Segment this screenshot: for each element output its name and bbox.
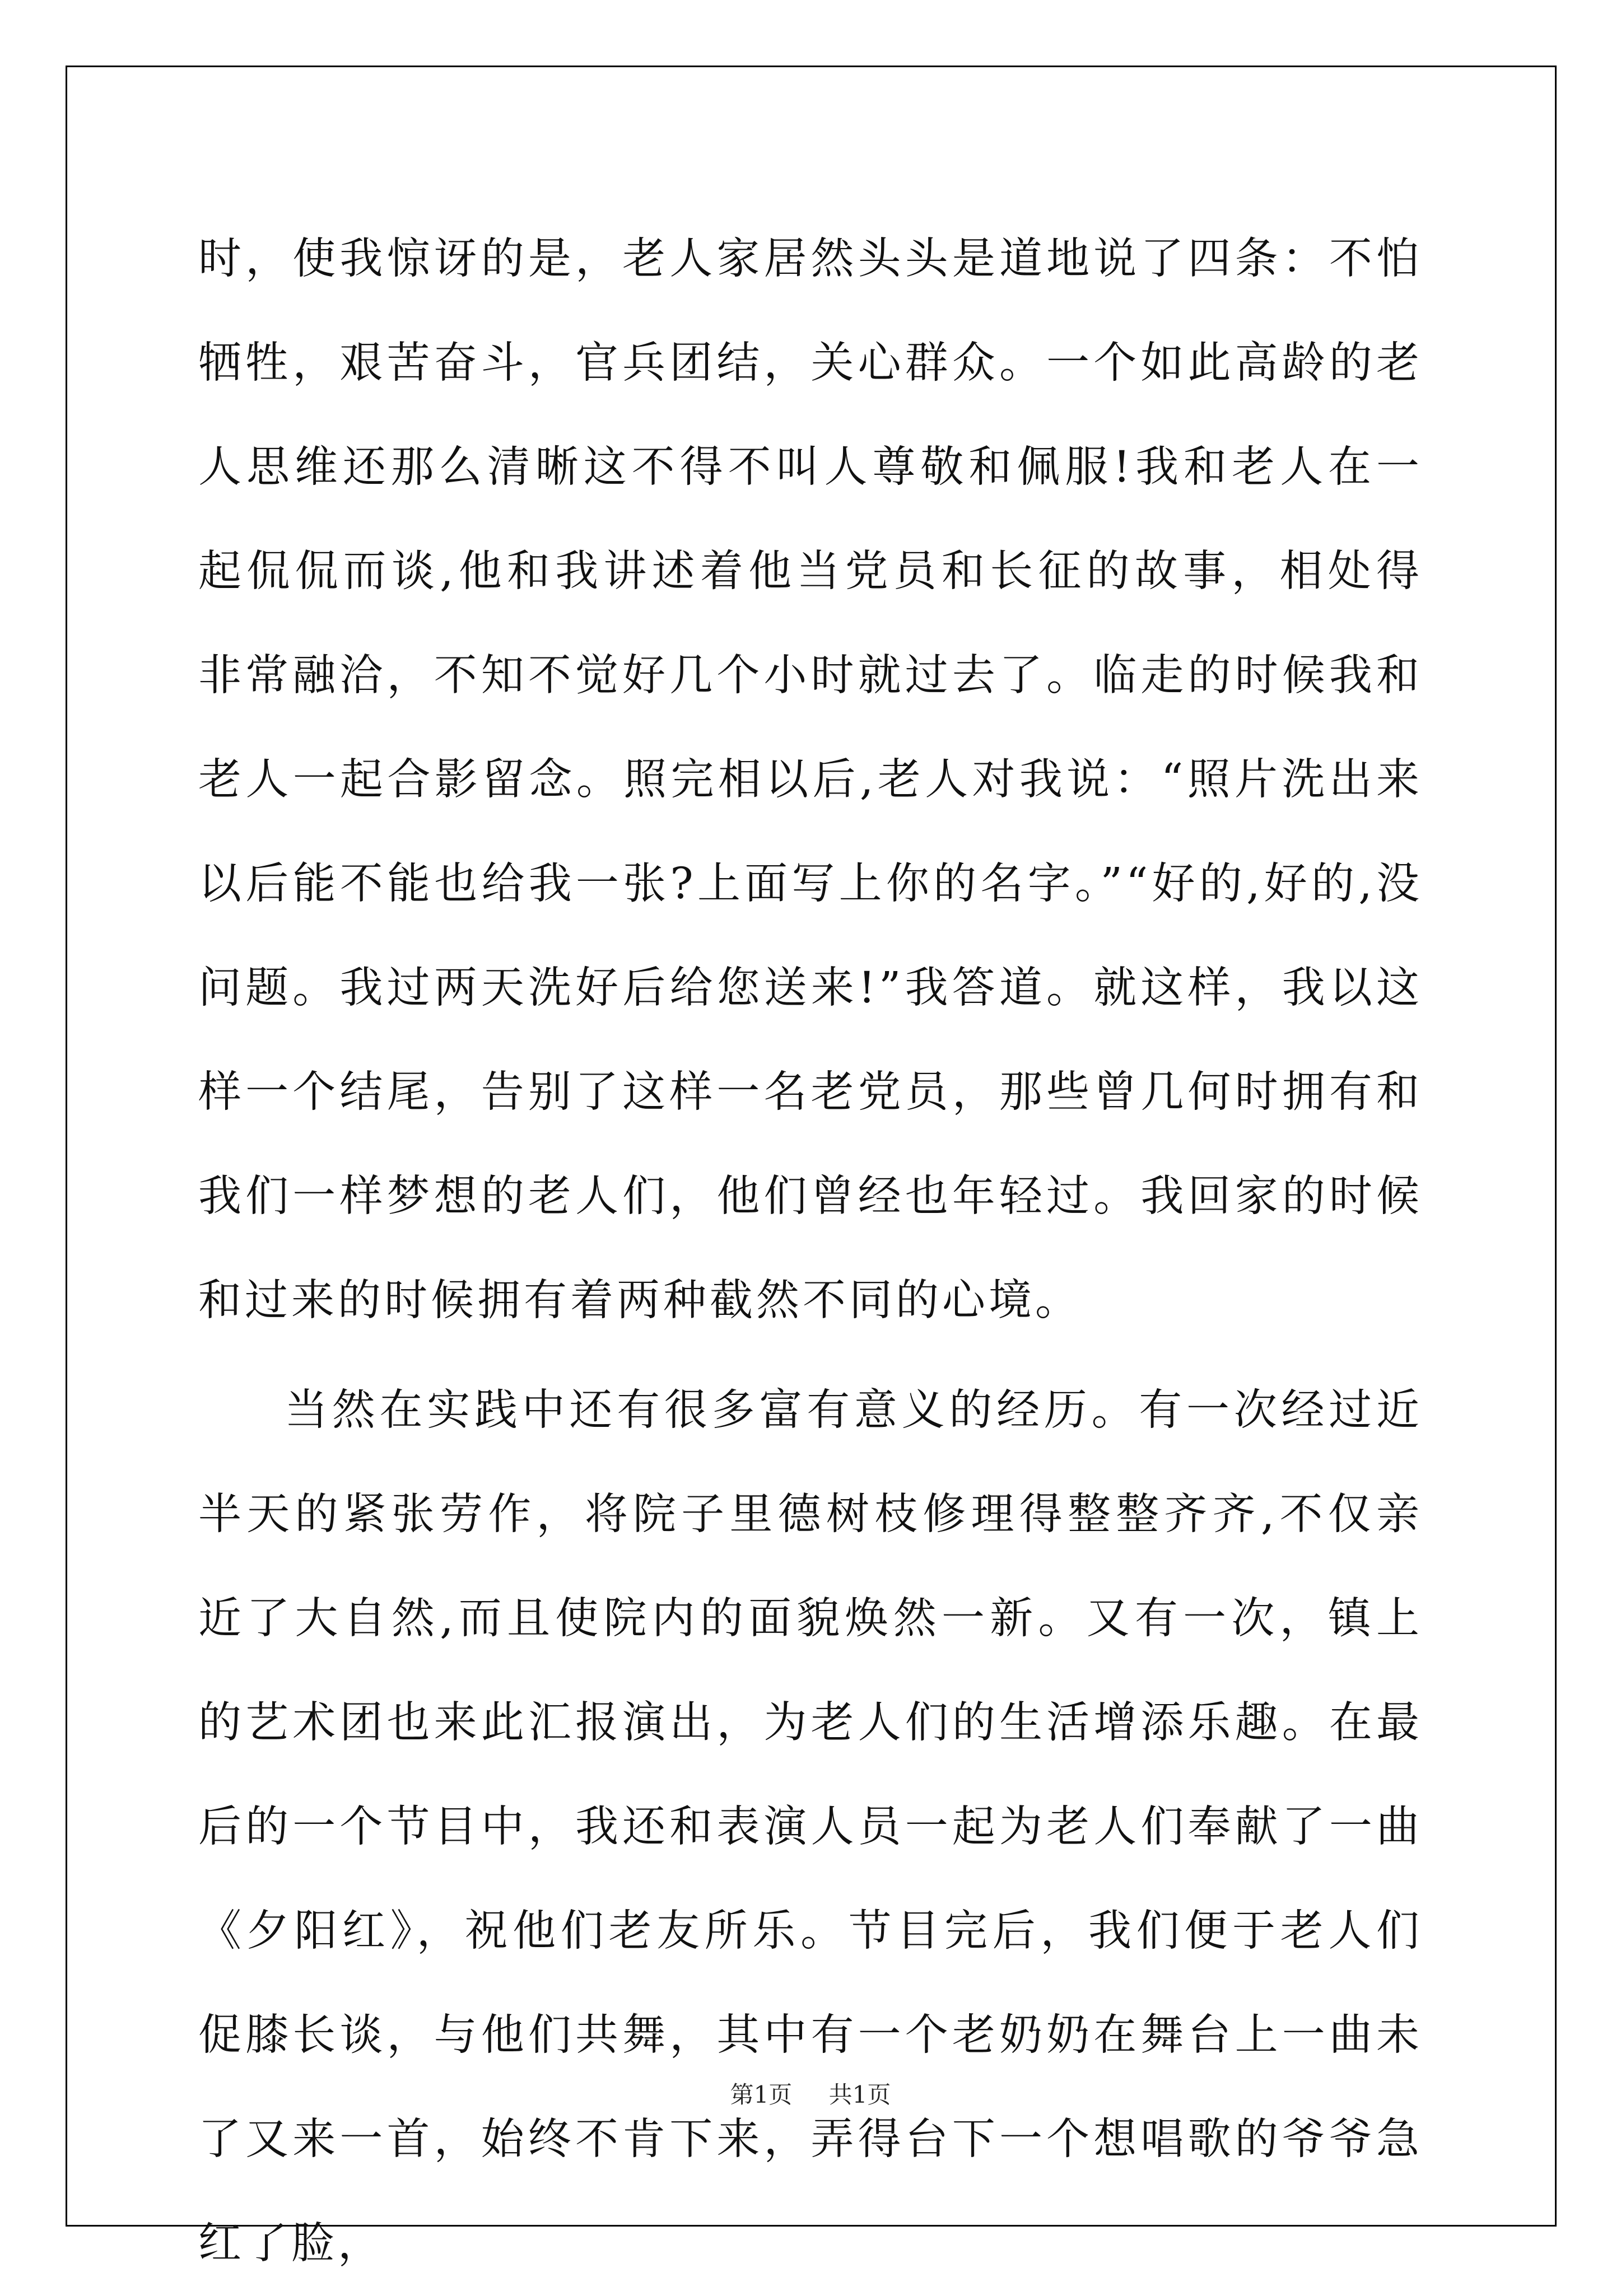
page-total: 共1页 (828, 2081, 891, 2108)
document-body (198, 207, 1423, 2296)
page-footer (0, 2076, 1621, 2110)
paragraph-continued: 时，使我惊讶的是，老人家居然头头是道地说了四条：不怕牺牲，艰苦奋斗，官兵团结，关心群众。一个如此高龄的老人思维还那么清晰这不得不叫人尊敬和佩服!我和老人在一起侃侃而谈,他和我讲述着他当党员和长征的故事，相处得非常融洽，不知不觉好几个小时就过去了。临走的时候我和老人一起合影留念。照完相以后,老人对我说：“照片洗出来以后能不能也给我一张?上面写上你的名字。”“好的,好的,没问题。我过两天洗好后给您送来!”我答道。就这样，我以这样一个结尾，告别了这样一名老党员，那些曾几何时拥有和我们一样梦想的老人们，他们曾经也年轻过。我回家的时候和过来的时候拥有着两种截然不同的心境。 (198, 234, 1423, 1326)
paragraph: 当然在实践中还有很多富有意义的经历。有一次经过近半天的紧张劳作，将院子里德树枝修理得整整齐齐,不仅亲近了大自然,而且使院内的面貌焕然一新。又有一次，镇上的艺术团也来此汇报演出，为老人们的生活增添乐趣。在最后的一个节目中，我还和表演人员一起为老人们奉献了一曲《夕阳红》，祝他们老友所乐。节目完后，我们便于老人们促膝长谈，与他们共舞，其中有一个老奶奶在舞台上一曲未了又来一首，始终不肯下来，弄得台下一个想唱歌的爷爷急红了脸， (198, 1385, 1423, 2269)
page-number: 第1页 (730, 2081, 793, 2108)
